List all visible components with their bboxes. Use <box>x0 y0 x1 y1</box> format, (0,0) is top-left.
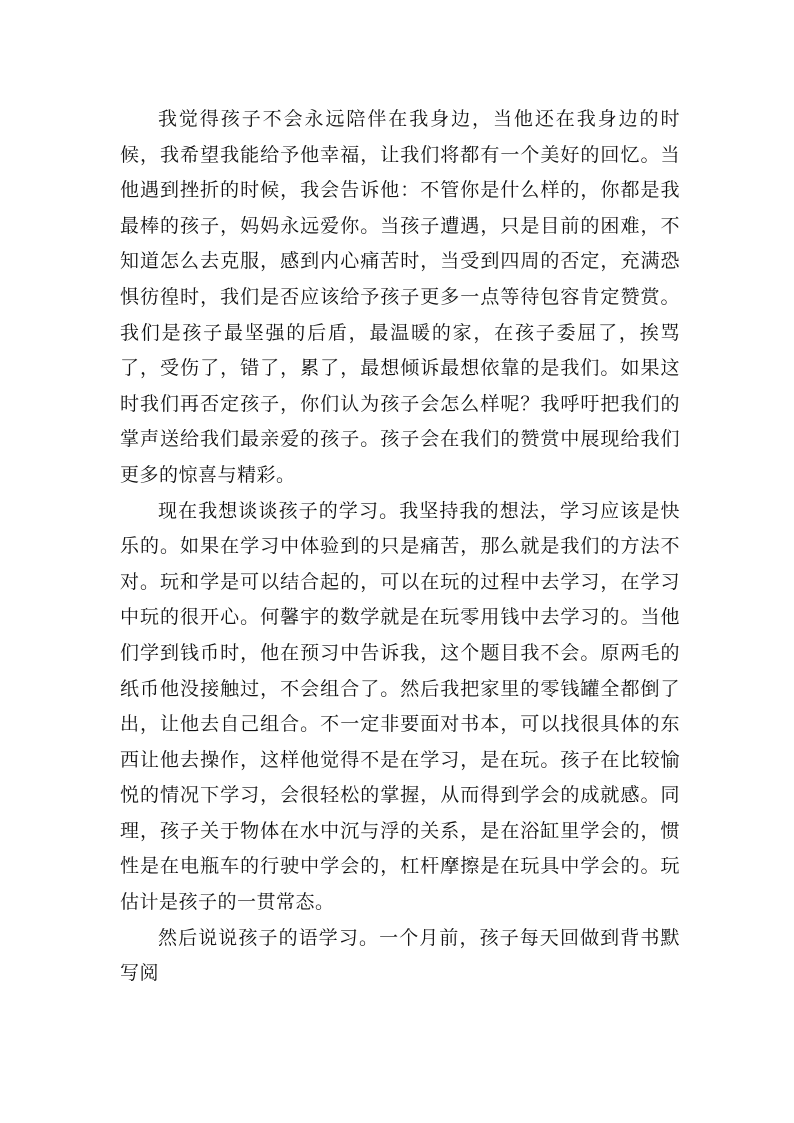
paragraph-language-study: 然后说说孩子的语学习。一个月前，孩子每天回做到背书默写阅 <box>120 926 680 985</box>
paragraph-learning: 现在我想谈谈孩子的学习。我坚持我的想法，学习应该是快乐的。如果在学习中体验到的只是痛苦，那么就是我们的方法不对。玩和学是可以结合起的，可以在玩的过程中去学习，在学习中玩的很开心。何馨宇的数学就是在玩零用钱中去学习的。当他们学到钱币时，他在预习中告诉我，这个题目我不会。原两毛的纸币他没接触过，不会组合了。然后我把家里的零钱罐全都倒了出，让他去自己组合。不一定非要面对书本，可以找很具体的东西让他去操作，这样他觉得不是在学习，是在玩。孩子在比较愉悦的情况下学习，会很轻松的掌握，从而得到学会的成就感。同理，孩子关于物体在水中沉与浮的关系，是在浴缸里学会的，惯性是在电瓶车的行驶中学会的，杠杆摩擦是在玩具中学会的。玩估计是孩子的一贯常态。 <box>120 499 680 914</box>
paragraph-praise: 我觉得孩子不会永远陪伴在我身边，当他还在我身边的时候，我希望我能给予他幸福，让我们将都有一个美好的回忆。当他遇到挫折的时候，我会告诉他：不管你是什么样的，你都是我最棒的孩子，妈妈永远爱你。当孩子遭遇，只是目前的困难，不知道怎么去克服，感到内心痛苦时，当受到四周的否定，充满恐惧彷徨时，我们是否应该给予孩子更多一点等待包容肯定赞赏。我们是孩子最坚强的后盾，最温暖的家，在孩子委屈了，挨骂了，受伤了，错了，累了，最想倾诉最想依靠的是我们。如果这时我们再否定孩子，你们认为孩子会怎么样呢？我呼吁把我们的掌声送给我们最亲爱的孩子。孩子会在我们的赞赏中展现给我们更多的惊喜与精彩。 <box>120 108 680 486</box>
document-body <box>120 102 680 992</box>
